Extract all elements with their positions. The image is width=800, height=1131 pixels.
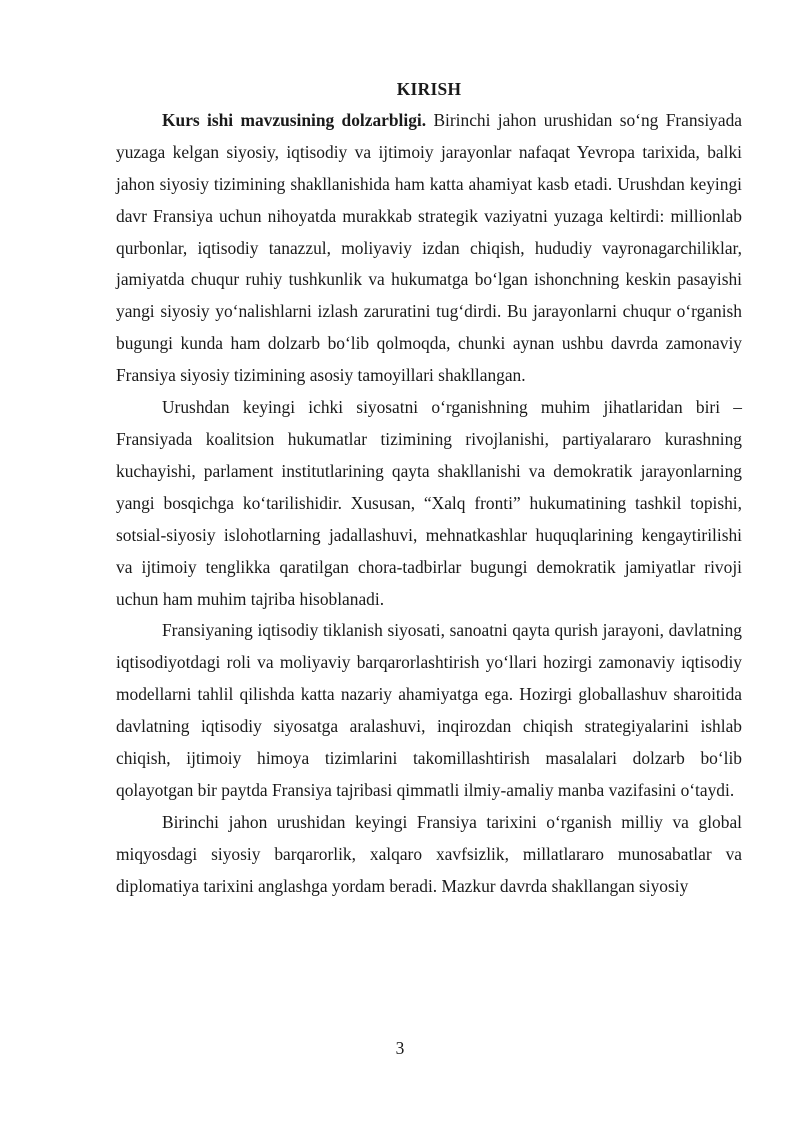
paragraph-relevance	[116, 105, 742, 392]
paragraph-lead: Kurs ishi mavzusining dolzarbligi.	[162, 109, 427, 130]
paragraph-economic-policy	[116, 615, 742, 806]
paragraph-internal-policy	[116, 392, 742, 615]
paragraph-text: Birinchi jahon urushidan so‘ng Fransiyada yuzaga kelgan siyosiy, iqtisodiy va ijtimoiy jarayonlar nafaqat Yevropa tarixida, balki jahon siyosiy tizimining shakllanishida ham katta ahamiyat kasb etadi. Urushdan keyingi davr Fransiya uchun nihoyatda murakkab strategik vaziyatni yuzaga keltirdi: millionlab qurbonlar, iqtisodiy tanazzul, moliyaviy izdan chiqish, hududiy vayronagarchiliklar, jamiyatda chuqur ruhiy tushkunlik va hukumatga bo‘lgan ishonchning keskin pasayishi yangi siyosiy yo‘nalishlarni izlash zaruratini tug‘dirdi. Bu jarayonlarni chuqur o‘rganish bugungi kunda ham dolzarb bo‘lib qolmoqda, chunki aynan ushbu davrda zamonaviy Fransiya siyosiy tizimining asosiy tamoyillari shakllangan.	[116, 109, 742, 386]
page-number: 3	[395, 1038, 405, 1058]
paragraph-text: Birinchi jahon urushidan keyingi Fransiya tarixini o‘rganish milliy va global miqyosdagi siyosiy barqarorlik, xalqaro xavfsizlik, millatlararo munosabatlar va diplomatiya tarixini anglashga yordam beradi. Mazkur davrda shakllangan siyosiy	[116, 811, 742, 896]
paragraph-history-study	[116, 807, 742, 903]
section-title: KIRISH	[396, 79, 462, 99]
paragraph-text: Fransiyaning iqtisodiy tiklanish siyosati, sanoatni qayta qurish jarayoni, davlatning iqtisodiyotdagi roli va moliyaviy barqarorlashtirish yo‘llari hozirgi zamonaviy iqtisodiy modellarni tahlil qilishda katta nazariy ahamiyatga ega. Hozirgi globallashuv sharoitida davlatning iqtisodiy siyosatga aralashuvi, inqirozdan chiqish strategiyalarini ishlab chiqish, ijtimoiy himoya tizimlarini takomillashtirish masalalari dolzarb bo‘lib qolayotgan bir paytda Fransiya tajribasi qimmatli ilmiy-amaliy manba vazifasini o‘taydi.	[116, 620, 742, 800]
paragraph-text: Urushdan keyingi ichki siyosatni o‘rganishning muhim jihatlaridan biri – Fransiyada koalitsion hukumatlar tizimining rivojlanishi, partiyalararo kurashning kuchayishi, parlament institutlarining qayta shakllanishi va demokratik jarayonlarning yangi bosqichga ko‘tarilishidir. Xususan, “Xalq fronti” hukumatining tashkil topishi, sotsial-siyosiy islohotlarning jadallashuvi, mehnatkashlar huquqlarining kengaytirilishi va ijtimoiy tenglikka qaratilgan chora-tadbirlar bugungi demokratik jamiyatlar rivoji uchun ham muhim tajriba hisoblanadi.	[116, 397, 742, 609]
document-body	[116, 74, 742, 903]
